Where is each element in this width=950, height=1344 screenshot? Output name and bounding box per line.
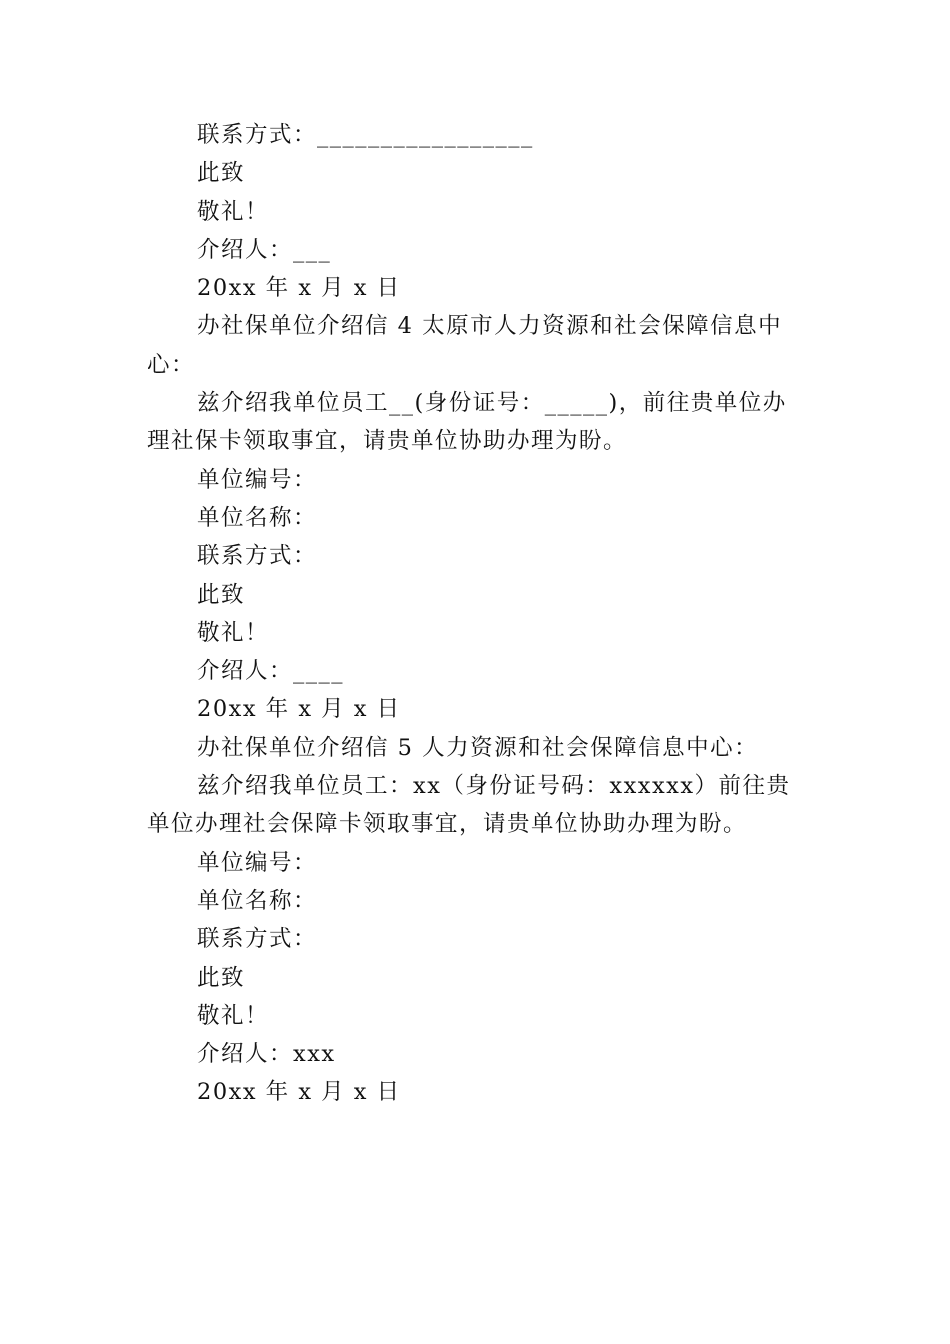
letter-4-heading: 办社保单位介绍信 4 太原市人力资源和社会保障信息中心：: [147, 313, 783, 378]
unit-name-line: 单位名称：: [197, 887, 318, 914]
closing-line: 此致: [197, 964, 246, 991]
contact-line: 联系方式：: [197, 543, 318, 570]
letter-4-body: 兹介绍我单位员工__(身份证号：_____)，前往贵单位办理社保卡领取事宜，请贵单位协助办理为盼。: [147, 390, 787, 455]
closing-line: 此致: [197, 581, 246, 608]
date-line: 20xx 年 x 月 x 日: [197, 1079, 401, 1106]
date-line: 20xx 年 x 月 x 日: [197, 275, 401, 302]
salutation-line: 敬礼！: [197, 619, 270, 646]
letter-5-body: 兹介绍我单位员工：xx（身份证号码：xxxxxx）前往贵单位办理社会保障卡领取事宜，请贵单位协助办理为盼。: [147, 773, 791, 838]
unit-name-line: 单位名称：: [197, 504, 318, 531]
introducer-line: 介绍人：___: [197, 236, 332, 263]
closing-line: 此致: [197, 160, 246, 187]
introducer-line: 介绍人：____: [197, 658, 345, 685]
unit-number-line: 单位编号：: [197, 466, 318, 493]
contact-line: 联系方式：_________________: [197, 122, 534, 148]
letter-5-heading: 办社保单位介绍信 5 人力资源和社会保障信息中心：: [197, 734, 759, 761]
unit-number-line: 单位编号：: [197, 849, 318, 876]
contact-line: 联系方式：: [197, 926, 318, 953]
document-page: [147, 116, 807, 1112]
introducer-line: 介绍人：xxx: [197, 1041, 336, 1068]
date-line: 20xx 年 x 月 x 日: [197, 696, 401, 723]
salutation-line: 敬礼！: [197, 1002, 270, 1029]
salutation-line: 敬礼！: [197, 198, 270, 225]
